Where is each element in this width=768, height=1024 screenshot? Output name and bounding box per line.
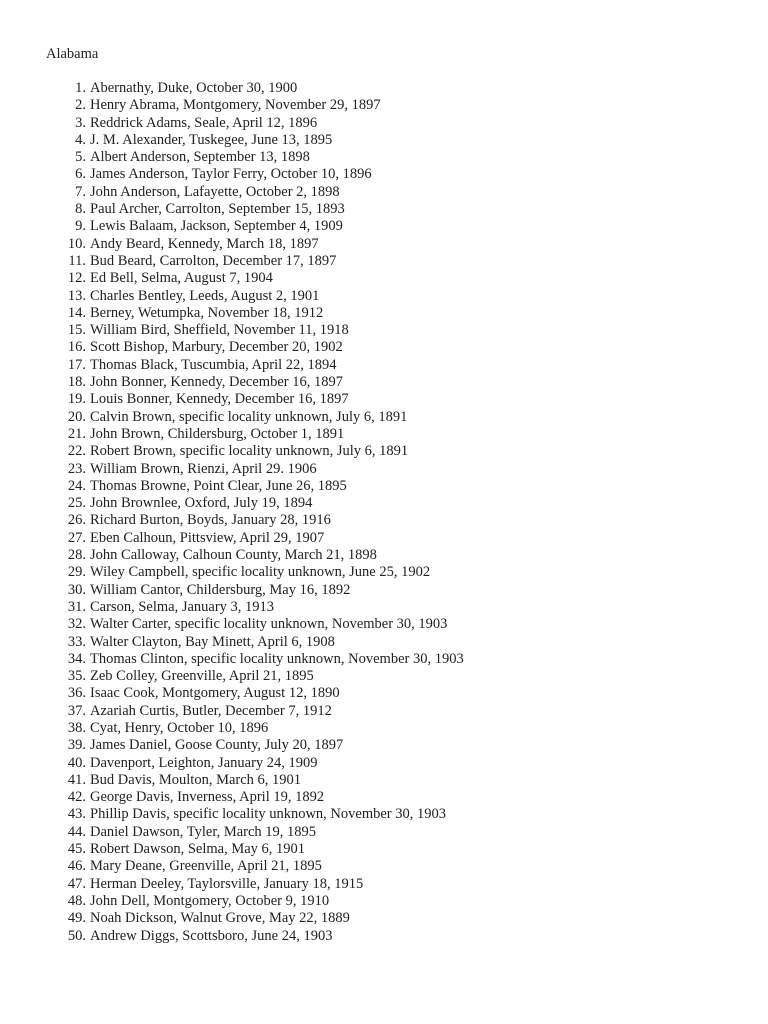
list-item-number: 45. bbox=[67, 841, 86, 858]
list-item-number: 17. bbox=[67, 356, 86, 373]
list-item-text: Mary Deane, Greenville, April 21, 1895 bbox=[90, 858, 322, 875]
list-item-text: Davenport, Leighton, January 24, 1909 bbox=[90, 754, 318, 771]
list-item-number: 37. bbox=[67, 702, 86, 719]
list-item-number: 20. bbox=[67, 408, 86, 425]
list-item-number: 21. bbox=[67, 425, 86, 442]
list-item-text: Daniel Dawson, Tyler, March 19, 1895 bbox=[90, 823, 317, 840]
list-item-text: Phillip Davis, specific locality unknown, November 30, 1903 bbox=[90, 806, 447, 823]
list-item-text: John Dell, Montgomery, October 9, 1910 bbox=[90, 892, 330, 909]
list-item-number: 2. bbox=[75, 97, 86, 114]
list-item-number: 47. bbox=[67, 875, 86, 892]
list-item-text: William Brown, Rienzi, April 29. 1906 bbox=[90, 460, 317, 477]
list-item-number: 50. bbox=[67, 927, 86, 944]
list-item-text: Abernathy, Duke, October 30, 1900 bbox=[90, 80, 298, 96]
list-item-text: Scott Bishop, Marbury, December 20, 1902 bbox=[90, 339, 343, 356]
list-item-text: Wiley Campbell, specific locality unknown, June 25, 1902 bbox=[90, 564, 431, 581]
list-item-text: Cyat, Henry, October 10, 1896 bbox=[90, 719, 269, 736]
list-item-number: 4. bbox=[75, 131, 86, 148]
list-item-text: Isaac Cook, Montgomery, August 12, 1890 bbox=[90, 685, 340, 702]
list-item-number: 19. bbox=[67, 391, 86, 408]
list-item-text: John Brown, Childersburg, October 1, 1891 bbox=[90, 425, 345, 442]
list-item-text: Thomas Browne, Point Clear, June 26, 1895 bbox=[90, 477, 347, 494]
list-item-text: Calvin Brown, specific locality unknown, July 6, 1891 bbox=[90, 408, 408, 425]
list-item-number: 10. bbox=[67, 235, 86, 252]
list-item-number: 39. bbox=[67, 737, 86, 754]
list-item-text: Henry Abrama, Montgomery, November 29, 1897 bbox=[90, 97, 381, 114]
list-item-number: 24. bbox=[67, 477, 86, 494]
list-item-number: 42. bbox=[67, 789, 86, 806]
list-item-number: 18. bbox=[67, 374, 86, 391]
list-item-text: Bud Davis, Moulton, March 6, 1901 bbox=[90, 771, 302, 788]
list-item-number: 23. bbox=[67, 460, 86, 477]
list-item-text: Richard Burton, Boyds, January 28, 1916 bbox=[90, 512, 331, 529]
list-item-number: 8. bbox=[75, 201, 86, 218]
list-item-number: 41. bbox=[67, 771, 86, 788]
list-item-text: William Bird, Sheffield, November 11, 1918 bbox=[90, 322, 349, 339]
list-item-text: John Bonner, Kennedy, December 16, 1897 bbox=[90, 374, 343, 391]
list-item-text: John Calloway, Calhoun County, March 21, 1898 bbox=[90, 547, 377, 564]
list-item-number: 31. bbox=[67, 598, 86, 615]
list-item-number: 28. bbox=[67, 547, 86, 564]
list-item-text: Andrew Diggs, Scottsboro, June 24, 1903 bbox=[90, 927, 333, 944]
list-item-number: 30. bbox=[67, 581, 86, 598]
list-item-text: John Anderson, Lafayette, October 2, 1898 bbox=[90, 183, 340, 200]
list-item-number: 26. bbox=[67, 512, 86, 529]
list-item-number: 48. bbox=[67, 892, 86, 909]
list-item-number: 1. bbox=[75, 80, 86, 96]
list-item-number: 6. bbox=[75, 166, 86, 183]
document-heading: Alabama bbox=[46, 46, 99, 62]
list-item-number: 34. bbox=[67, 650, 86, 667]
list-item-text: James Daniel, Goose County, July 20, 1897 bbox=[90, 737, 344, 754]
list-item-number: 46. bbox=[67, 858, 86, 875]
list-item-number: 43. bbox=[67, 806, 86, 823]
list-item-number: 14. bbox=[67, 304, 86, 321]
list-item-text: Charles Bentley, Leeds, August 2, 1901 bbox=[90, 287, 320, 304]
list-item-number: 13. bbox=[67, 287, 86, 304]
list-item-number: 33. bbox=[67, 633, 86, 650]
list-item-text: Zeb Colley, Greenville, April 21, 1895 bbox=[90, 668, 314, 685]
list-item-text: Azariah Curtis, Butler, December 7, 1912 bbox=[90, 702, 332, 719]
list-item-text: Thomas Black, Tuscumbia, April 22, 1894 bbox=[90, 356, 337, 373]
list-item-number: 36. bbox=[67, 685, 86, 702]
list-item-text: Ed Bell, Selma, August 7, 1904 bbox=[90, 270, 273, 287]
list-item-text: Andy Beard, Kennedy, March 18, 1897 bbox=[90, 235, 319, 252]
list-item-number: 32. bbox=[67, 616, 86, 633]
list-item-text: Reddrick Adams, Seale, April 12, 1896 bbox=[90, 114, 318, 131]
list-item-text: Bud Beard, Carrolton, December 17, 1897 bbox=[90, 252, 337, 269]
list-item-number: 5. bbox=[75, 149, 86, 166]
list-item-number: 9. bbox=[75, 218, 86, 235]
list-item-number: 44. bbox=[67, 823, 86, 840]
list-item-number: 27. bbox=[67, 529, 86, 546]
list-item-number: 16. bbox=[67, 339, 86, 356]
list-item-text: Herman Deeley, Taylorsville, January 18, 1915 bbox=[90, 875, 364, 892]
list-item-text: Albert Anderson, September 13, 1898 bbox=[90, 149, 310, 166]
list-item-number: 38. bbox=[67, 719, 86, 736]
list-item-number: 11. bbox=[68, 252, 86, 269]
list-item-text: Louis Bonner, Kennedy, December 16, 1897 bbox=[90, 391, 349, 408]
list-item-text: Lewis Balaam, Jackson, September 4, 1909 bbox=[90, 218, 343, 235]
list-item-number: 29. bbox=[67, 564, 86, 581]
list-item-text: Carson, Selma, January 3, 1913 bbox=[90, 598, 275, 615]
list-item-text: Walter Carter, specific locality unknown, November 30, 1903 bbox=[90, 616, 448, 633]
list-item-number: 49. bbox=[67, 910, 86, 927]
list-item-text: George Davis, Inverness, April 19, 1892 bbox=[90, 789, 325, 806]
list-item-text: J. M. Alexander, Tuskegee, June 13, 1895 bbox=[90, 131, 333, 148]
list-item-number: 12. bbox=[67, 270, 86, 287]
list-item-text: Robert Dawson, Selma, May 6, 1901 bbox=[90, 841, 306, 858]
list-item-text: James Anderson, Taylor Ferry, October 10, 1896 bbox=[90, 166, 372, 183]
list-item-text: Walter Clayton, Bay Minett, April 6, 1908 bbox=[90, 633, 335, 650]
list-item-number: 25. bbox=[67, 495, 86, 512]
list-item-number: 22. bbox=[67, 443, 86, 460]
list-item-text: John Brownlee, Oxford, July 19, 1894 bbox=[90, 495, 313, 512]
list-item-text: Eben Calhoun, Pittsview, April 29, 1907 bbox=[90, 529, 325, 546]
list-item-text: William Cantor, Childersburg, May 16, 1892 bbox=[90, 581, 351, 598]
list-item-text: Thomas Clinton, specific locality unknown, November 30, 1903 bbox=[90, 650, 464, 667]
list-item-text: Robert Brown, specific locality unknown, July 6, 1891 bbox=[90, 443, 409, 460]
list-item-number: 15. bbox=[67, 322, 86, 339]
list-item-text: Paul Archer, Carrolton, September 15, 1893 bbox=[90, 201, 345, 218]
list-item-number: 40. bbox=[67, 754, 86, 771]
list-item-number: 3. bbox=[75, 114, 86, 131]
list-item-number: 35. bbox=[67, 668, 86, 685]
list-item-text: Noah Dickson, Walnut Grove, May 22, 1889 bbox=[90, 910, 350, 927]
list-item-number: 7. bbox=[75, 183, 86, 200]
list-item-text: Berney, Wetumpka, November 18, 1912 bbox=[90, 304, 324, 321]
